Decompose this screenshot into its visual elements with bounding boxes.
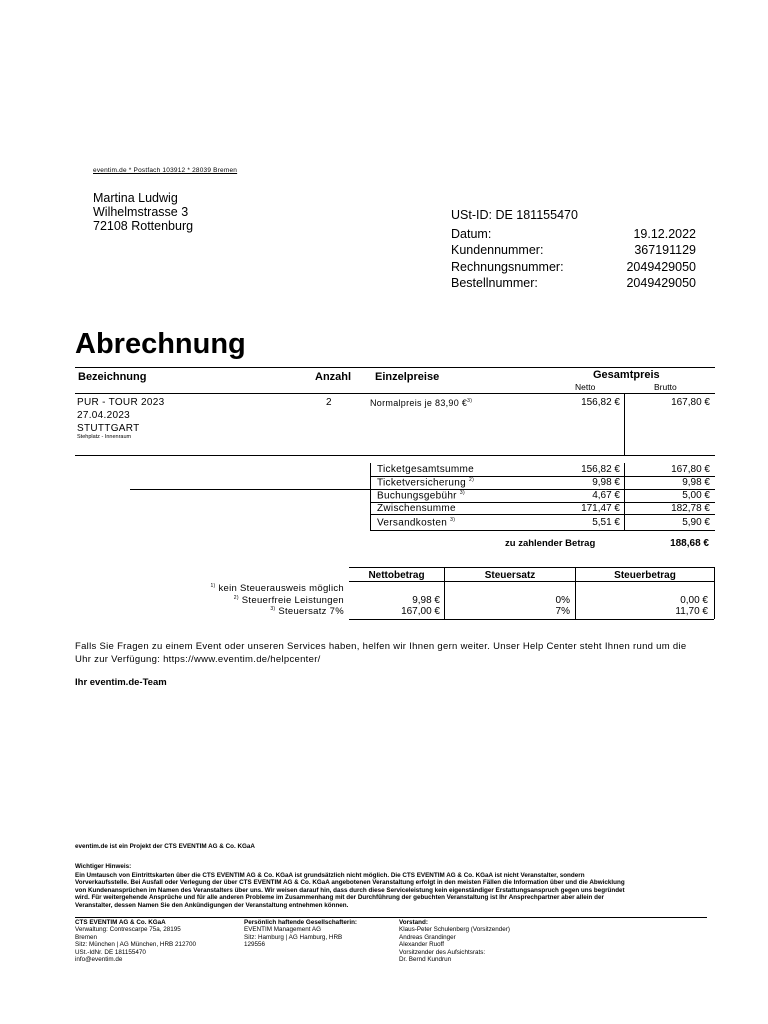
summary-label xyxy=(377,477,474,488)
meta-value: 2049429050 xyxy=(626,259,696,274)
invoice-meta xyxy=(451,227,696,292)
help-text-line: Uhr zur Verfügung: https://www.eventim.de/helpcenter/ xyxy=(75,654,321,665)
tax-row-netto: 9,98 € xyxy=(412,595,440,606)
summary-netto: 156,82 € xyxy=(581,464,620,475)
meta-label: Bestellnummer: xyxy=(451,275,538,290)
summary-rule xyxy=(370,514,715,515)
footer-rule xyxy=(75,917,707,918)
summary-note: 3) xyxy=(450,517,456,523)
recipient-name: Martina Ludwig xyxy=(93,191,178,205)
tax-row-label-text: Steuersatz 7% xyxy=(278,606,344,618)
footer-company-name: CTS EVENTIM AG & Co. KGaA xyxy=(75,919,166,926)
summary-label-text: Versandkosten xyxy=(377,517,448,529)
item-bottom-rule xyxy=(75,455,715,456)
meta-row-invoice xyxy=(451,260,696,276)
notice-line: Veranstalter, dessen Namen Sie den Ankündigungen der Veranstaltung entnehmen können. xyxy=(75,901,349,909)
footer-email: info@eventim.de xyxy=(75,956,123,964)
summary-netto: 4,67 € xyxy=(592,490,620,501)
tax-row-label-text: kein Steuerausweis möglich xyxy=(218,583,344,595)
summary-note: 2) xyxy=(469,477,475,483)
footer-line: USt.-IdNr. DE 181155470 xyxy=(75,948,146,956)
col-header-einzelpreise: Einzelpreise xyxy=(375,371,440,383)
help-text-line: Falls Sie Fragen zu einem Event oder unseren Services haben, helfen wir Ihnen gern weiter. Unser Help Center steht Ihnen rund um die xyxy=(75,641,687,652)
summary-brutto: 182,78 € xyxy=(671,503,710,514)
total-value: 188,68 € xyxy=(670,538,709,549)
recipient-street: Wilhelmstrasse 3 xyxy=(93,205,189,219)
item-brutto: 167,80 € xyxy=(671,397,710,408)
footer-line: Bremen xyxy=(75,933,98,941)
notice-line: Vorverkaufsstelle. Bei Ausfall oder Verlegung der über CTS EVENTIM AG & Co. KGaA angebotenen Veranstaltung erfolgt in den meisten Fällen die Information über und die Abwicklung xyxy=(75,879,625,887)
tax-row-satz: 0% xyxy=(555,595,570,606)
summary-note: 3) xyxy=(459,490,465,496)
tax-col-rule xyxy=(714,567,715,619)
summary-left-rule xyxy=(370,463,371,530)
tax-header-rule xyxy=(349,581,714,582)
col-header-bezeichnung: Bezeichnung xyxy=(78,371,147,383)
footer-partner xyxy=(244,919,357,949)
sender-line: eventim.de * Postfach 103912 * 28039 Bremen xyxy=(93,167,238,174)
tax-bottom-rule xyxy=(349,619,714,620)
col-header-anzahl: Anzahl xyxy=(315,371,352,383)
item-unit-price xyxy=(370,398,472,408)
meta-label: Datum: xyxy=(451,227,492,241)
tax-header-satz: Steuersatz xyxy=(484,570,536,581)
recipient-city: 72108 Rottenburg xyxy=(93,219,194,233)
summary-netto: 171,47 € xyxy=(581,503,620,514)
item-seat: Stehplatz - Innenraum xyxy=(77,434,132,440)
col-header-gesamtpreis: Gesamtpreis xyxy=(593,369,660,381)
ustid: USt-ID: DE 181155470 xyxy=(451,208,578,222)
summary-mid-rule xyxy=(624,463,625,530)
footer-line: Verwaltung: Contrescarpe 75a, 28195 xyxy=(75,926,181,934)
tax-top-rule xyxy=(349,567,714,568)
footer-board-title: Vorstand: xyxy=(399,919,428,926)
item-netto: 156,82 € xyxy=(581,397,620,408)
summary-brutto: 9,98 € xyxy=(682,477,710,488)
meta-label: Rechnungsnummer: xyxy=(451,259,564,274)
meta-row-customer xyxy=(451,243,696,259)
notice-text xyxy=(75,872,625,909)
total-label: zu zahlender Betrag xyxy=(505,538,596,549)
footer-line: EVENTIM Management AG xyxy=(244,926,321,934)
footer-line: Sitz: München | AG München, HRB 212700 xyxy=(75,941,196,949)
tax-row-betrag: 11,70 € xyxy=(675,606,708,617)
table-header-rule xyxy=(75,393,715,394)
summary-label: Ticketgesamtsumme xyxy=(377,464,474,475)
summary-brutto: 5,00 € xyxy=(682,490,710,501)
tax-row-label-text: Steuerfreie Leistungen xyxy=(241,595,344,607)
table-top-rule xyxy=(75,367,715,368)
notice-title: Wichtiger Hinweis: xyxy=(75,863,132,870)
tax-row-note: 3) xyxy=(270,606,276,612)
notice-line: von Kundenansprüchen im Namen des Veranstalters über uns. Wir weisen darauf hin, dass durch diese Serviceleistung kein eigenständiger Erstattungsanspruch gegen uns begründet xyxy=(75,886,625,894)
meta-label: Kundennummer: xyxy=(451,243,544,258)
summary-brutto: 167,80 € xyxy=(671,464,710,475)
footer-company xyxy=(75,919,196,963)
notice-line: Ein Umtausch von Eintrittskarten über die CTS EVENTIM AG & Co. KGaA ist grundsätzlich nicht möglich. Die CTS EVENTIM AG & Co. KGaA ist nicht Veranstalter, sondern xyxy=(75,872,585,879)
summary-brutto: 5,90 € xyxy=(682,517,710,528)
tax-col-rule xyxy=(444,567,445,619)
tax-row-label xyxy=(150,606,344,617)
notice-line: wird. Für weitergehende Ansprüche und für alle anderen Probleme im Zusammenhang mit der Durchführung der gebuchten Veranstaltung ist Ihr Ansprechpartner aber allein der xyxy=(75,894,604,902)
footer-line: Vorsitzender des Aufsichtsrats: xyxy=(399,948,486,956)
summary-label-text: Buchungsgebühr xyxy=(377,490,457,502)
summary-label: Zwischensumme xyxy=(377,503,456,514)
summary-label xyxy=(377,490,465,501)
tax-col-rule xyxy=(575,567,576,619)
help-text xyxy=(75,640,687,666)
recipient-address xyxy=(93,191,193,233)
tax-row-satz: 7% xyxy=(555,606,570,617)
footer-line: Alexander Ruoff xyxy=(399,941,445,949)
team-signature: Ihr eventim.de-Team xyxy=(75,677,167,688)
summary-netto: 5,51 € xyxy=(592,517,620,528)
col-header-brutto: Brutto xyxy=(654,382,677,392)
tax-header-netto: Nettobetrag xyxy=(368,570,425,581)
meta-value: 367191129 xyxy=(634,243,696,258)
tax-header-betrag: Steuerbetrag xyxy=(614,570,676,581)
meta-row-order xyxy=(451,276,696,292)
meta-value: 19.12.2022 xyxy=(633,227,696,241)
summary-netto: 9,98 € xyxy=(592,477,620,488)
meta-value: 2049429050 xyxy=(626,275,696,290)
footer-partner-title: Persönlich haftende Gesellschafterin: xyxy=(244,919,358,926)
project-line: eventim.de ist ein Projekt der CTS EVENTIM AG & Co. KGaA xyxy=(75,843,255,850)
item-unit-price-text: Normalpreis je 83,90 € xyxy=(370,398,468,408)
summary-rule xyxy=(370,530,715,531)
footer-line: Dr. Bernd Kundrun xyxy=(399,956,452,964)
footer-line: Andreas Grandinger xyxy=(399,933,456,941)
meta-row-date xyxy=(451,227,696,243)
tax-row-note: 1) xyxy=(210,583,216,589)
footer-line: Sitz: Hamburg | AG Hamburg, HRB xyxy=(244,933,343,941)
col-header-netto: Netto xyxy=(575,382,596,392)
footer-line: Klaus-Peter Schulenberg (Vorsitzender) xyxy=(399,926,510,934)
tax-row-note: 2) xyxy=(233,595,239,601)
footer-board xyxy=(399,919,510,963)
tax-row-netto: 167,00 € xyxy=(401,606,440,617)
tax-row-betrag: 0,00 € xyxy=(680,595,708,606)
tax-row-label xyxy=(150,583,344,594)
item-unit-note: 3) xyxy=(467,398,473,404)
summary-label xyxy=(377,517,455,528)
tax-row-label xyxy=(150,595,344,606)
page-title: Abrechnung xyxy=(75,328,246,360)
item-qty: 2 xyxy=(326,397,332,408)
item-date: 27.04.2023 xyxy=(77,410,131,421)
item-name: PUR - TOUR 2023 xyxy=(77,397,165,408)
summary-label-text: Ticketversicherung xyxy=(377,477,466,489)
footer-line: 129556 xyxy=(244,941,266,949)
item-column-rule xyxy=(624,393,625,455)
item-city: STUTTGART xyxy=(77,423,140,434)
